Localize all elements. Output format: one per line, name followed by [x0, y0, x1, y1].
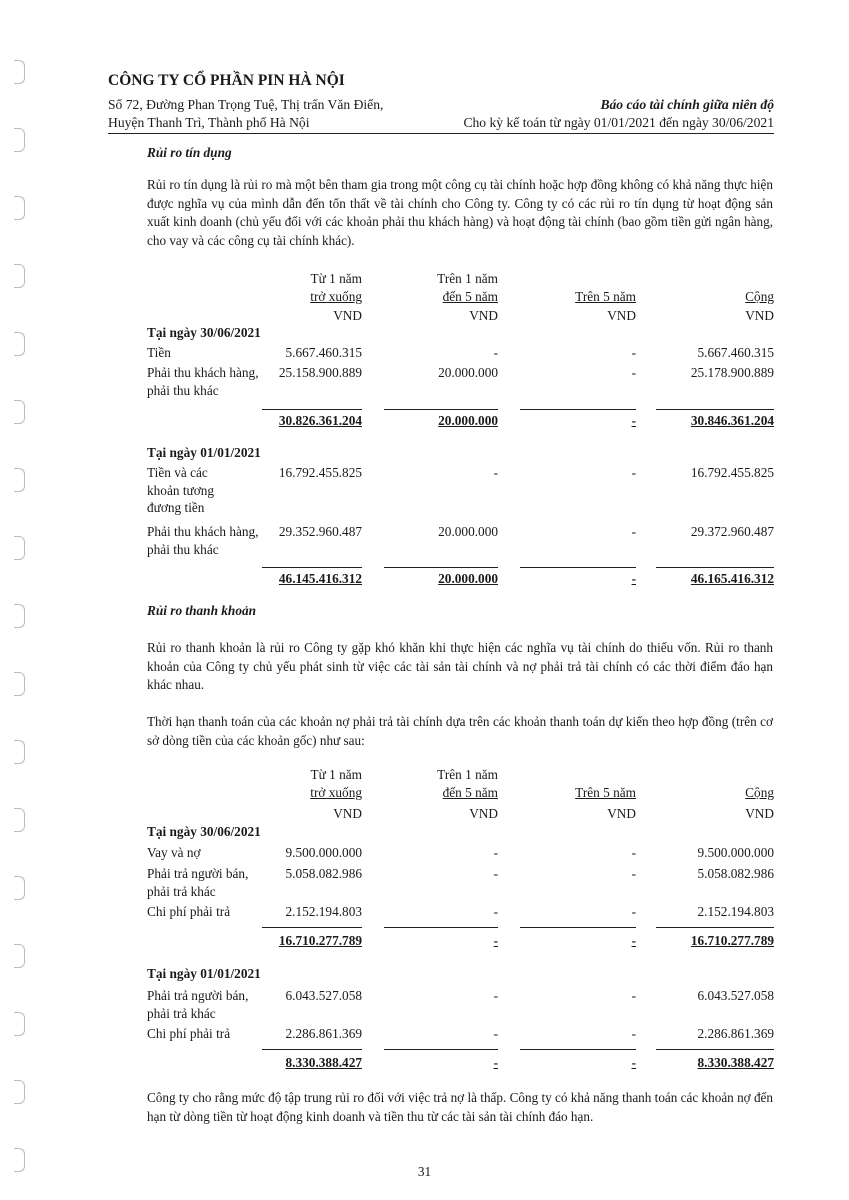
cell: 5.058.082.986 [697, 866, 774, 881]
col-header-3: Trên 5 năm [575, 785, 636, 800]
cell: 5.667.460.315 [697, 345, 774, 360]
row-label: Chi phí phải trả [147, 1026, 231, 1041]
rule [384, 409, 498, 410]
unit-label: VND [333, 806, 362, 821]
total-cell: - [631, 571, 636, 586]
row-label: Phải trả người bán, phải trả khác [147, 866, 249, 899]
cell: 29.372.960.487 [690, 524, 774, 539]
cell: 29.352.960.487 [278, 524, 362, 539]
rule [520, 409, 636, 410]
header-rule [108, 133, 774, 134]
credit-risk-title: Rủi ro tín dụng [147, 145, 232, 160]
col-header-2: Trên 1 năm đến 5 năm [437, 767, 498, 800]
cell: - [631, 1026, 636, 1041]
col-header-3: Trên 5 năm [575, 289, 636, 304]
total-cell: 8.330.388.427 [285, 1055, 362, 1070]
rule [520, 927, 636, 928]
cell: - [631, 345, 636, 360]
cell: 16.792.455.825 [278, 465, 362, 480]
total-cell: 20.000.000 [438, 413, 498, 428]
cell: - [631, 988, 636, 1003]
cell: 2.152.194.803 [285, 904, 362, 919]
total-cell: - [631, 933, 636, 948]
report-title: Báo cáo tài chính giữa niên độ [600, 97, 774, 112]
cell: - [631, 904, 636, 919]
cell: - [631, 365, 636, 380]
total-cell: 46.145.416.312 [278, 571, 362, 586]
col-header-1: Từ 1 năm trở xuống [310, 767, 362, 800]
row-label: Chi phí phải trả [147, 904, 231, 919]
cell: - [493, 866, 498, 881]
cell: 2.286.861.369 [285, 1026, 362, 1041]
rule [656, 927, 774, 928]
rule [262, 409, 362, 410]
group-title: Tại ngày 01/01/2021 [147, 445, 261, 460]
row-label: Phải thu khách hàng, phải thu khác [147, 524, 259, 557]
row-label: Phải thu khách hàng, phải thu khác [147, 365, 259, 398]
group-title: Tại ngày 30/06/2021 [147, 824, 261, 839]
rule [520, 567, 636, 568]
total-cell: 8.330.388.427 [697, 1055, 774, 1070]
rule [262, 567, 362, 568]
cell: - [631, 866, 636, 881]
col-header-2: Trên 1 năm đến 5 năm [437, 271, 498, 304]
cell: 2.286.861.369 [697, 1026, 774, 1041]
total-cell: 30.826.361.204 [278, 413, 362, 428]
cell: - [493, 904, 498, 919]
rule [384, 927, 498, 928]
credit-risk-paragraph: Rủi ro tín dụng là rủi ro mà một bên tham gia trong một công cụ tài chính hoặc hợp đồng không có khả năng thực hiện được nghĩa vụ của mình dẫn đến tổn thất về tài chính cho Công ty. Công ty có các rủi ro tín dụng từ hoạt động sản xuất kinh doanh (chủ yếu đối với các khoản phải thu khách hàng) và hoạt động tài chính (bao gồm tiền gửi ngân hàng, cho vay và các công cụ tài chính khác). [147, 177, 773, 248]
row-label: Phải trả người bán, phải trả khác [147, 988, 249, 1021]
group-title: Tại ngày 01/01/2021 [147, 966, 261, 981]
total-cell: 46.165.416.312 [690, 571, 774, 586]
col-header-1: Từ 1 năm trở xuống [310, 271, 362, 304]
group-title: Tại ngày 30/06/2021 [147, 325, 261, 340]
unit-label: VND [745, 806, 774, 821]
cell: - [493, 465, 498, 480]
row-label: Vay và nợ [147, 845, 201, 860]
cell: 25.178.900.889 [690, 365, 774, 380]
col-header-4: Cộng [745, 785, 774, 800]
rule [384, 567, 498, 568]
total-cell: 16.710.277.789 [278, 933, 362, 948]
unit-label: VND [607, 308, 636, 323]
unit-label: VND [333, 308, 362, 323]
rule [656, 1049, 774, 1050]
cell: 20.000.000 [438, 524, 498, 539]
rule [262, 927, 362, 928]
unit-label: VND [745, 308, 774, 323]
row-label: Tiền [147, 345, 171, 360]
col-header-4: Cộng [745, 289, 774, 304]
cell: 16.792.455.825 [690, 465, 774, 480]
rule [262, 1049, 362, 1050]
cell: 5.058.082.986 [285, 866, 362, 881]
cell: - [493, 1026, 498, 1041]
unit-label: VND [469, 806, 498, 821]
liquidity-risk-paragraph-1: Rủi ro thanh khoản là rủi ro Công ty gặp khó khăn khi thực hiện các nghĩa vụ tài chính do thiếu vốn. Rủi ro thanh khoản của Công ty chủ yếu phát sinh từ việc các tài sản tài chính và nợ phải trả tài chính có các thời điểm đáo hạn khác nhau. [147, 640, 773, 693]
total-cell: 30.846.361.204 [690, 413, 774, 428]
row-label: Tiền và các khoản tương đương tiền [147, 465, 215, 515]
total-cell: - [493, 933, 498, 948]
liquidity-risk-title: Rủi ro thanh khoản [147, 603, 257, 618]
rule [520, 1049, 636, 1050]
page-number: 31 [417, 1164, 432, 1179]
cell: - [631, 524, 636, 539]
cell: - [631, 465, 636, 480]
report-period: Cho kỳ kế toán từ ngày 01/01/2021 đến ngày 30/06/2021 [463, 115, 774, 130]
company-name: CÔNG TY CỔ PHẦN PIN HÀ NỘI [108, 72, 345, 89]
cell: 6.043.527.058 [697, 988, 774, 1003]
company-address-line2: Huyện Thanh Trì, Thành phố Hà Nội [108, 115, 310, 130]
rule [656, 567, 774, 568]
cell: 2.152.194.803 [697, 904, 774, 919]
cell: 20.000.000 [438, 365, 498, 380]
cell: - [493, 988, 498, 1003]
cell: 5.667.460.315 [285, 345, 362, 360]
total-cell: - [493, 1055, 498, 1070]
unit-label: VND [469, 308, 498, 323]
cell: - [631, 845, 636, 860]
total-cell: - [631, 413, 636, 428]
cell: - [493, 345, 498, 360]
cell: 9.500.000.000 [697, 845, 774, 860]
unit-label: VND [607, 806, 636, 821]
total-cell: 16.710.277.789 [690, 933, 774, 948]
total-cell: - [631, 1055, 636, 1070]
cell: - [493, 845, 498, 860]
company-address-line1: Số 72, Đường Phan Trọng Tuệ, Thị trấn Văn Điển, [108, 97, 384, 112]
liquidity-risk-closing: Công ty cho rằng mức độ tập trung rủi ro đối với việc trả nợ là thấp. Công ty có khả năng thanh toán các khoản nợ đến hạn từ dòng tiền từ hoạt động kinh doanh và tiền thu từ các tài sản tài chính đáo hạn. [147, 1090, 773, 1124]
total-cell: 20.000.000 [438, 571, 498, 586]
rule [656, 409, 774, 410]
cell: 6.043.527.058 [285, 988, 362, 1003]
rule [384, 1049, 498, 1050]
cell: 9.500.000.000 [285, 845, 362, 860]
cell: 25.158.900.889 [278, 365, 362, 380]
liquidity-risk-paragraph-2: Thời hạn thanh toán của các khoản nợ phải trả tài chính dựa trên các khoản thanh toán dự kiến theo hợp đồng (trên cơ sở dòng tiền của các khoản gốc) như sau: [147, 714, 773, 748]
